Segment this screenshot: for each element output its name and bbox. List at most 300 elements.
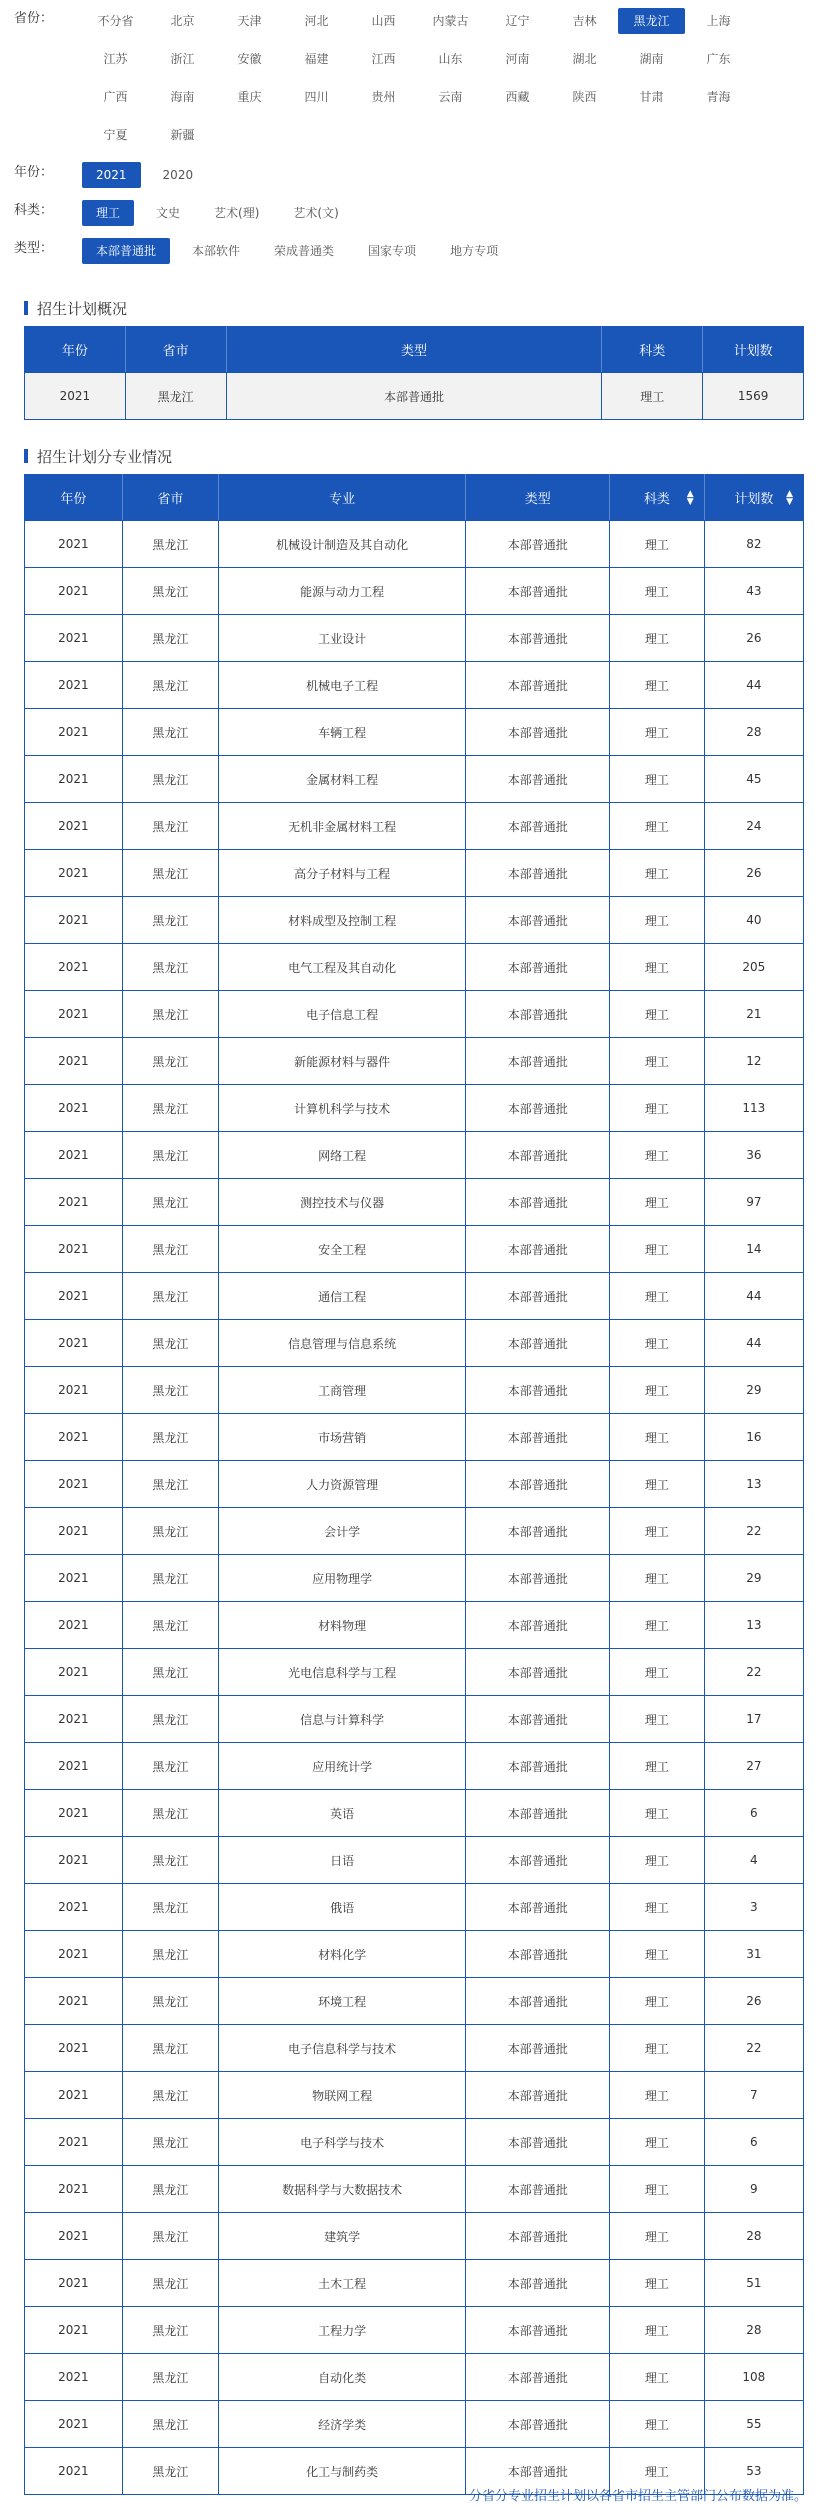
column-header-label: 类型	[524, 492, 551, 507]
overview-body	[25, 373, 804, 420]
type-option[interactable]: 本部普通批	[82, 238, 170, 264]
year-filter-row	[14, 162, 813, 188]
majors-table	[24, 474, 804, 2495]
table-row	[25, 850, 804, 897]
table-cell: 化工与制药类	[218, 2448, 465, 2495]
table-cell: 2021	[25, 1461, 123, 1508]
table-cell: 理工	[609, 1320, 704, 1367]
table-cell: 理工	[609, 897, 704, 944]
table-cell: 计算机科学与技术	[218, 1085, 465, 1132]
table-cell: 土木工程	[218, 2260, 465, 2307]
table-cell: 2021	[25, 2260, 123, 2307]
province-filter-label: 省份：	[14, 11, 54, 26]
table-cell: 黑龙江	[122, 1602, 218, 1649]
table-cell: 黑龙江	[122, 1696, 218, 1743]
province-option[interactable]: 山西	[371, 14, 396, 28]
table-row	[25, 1837, 804, 1884]
table-row	[25, 1273, 804, 1320]
province-option[interactable]: 上海	[706, 14, 731, 28]
table-row	[25, 1179, 804, 1226]
table-cell: 本部普通批	[466, 2354, 610, 2401]
majors-body	[25, 521, 804, 2495]
table-cell: 本部普通批	[466, 2448, 610, 2495]
table-cell: 2021	[25, 1555, 123, 1602]
table-cell: 2021	[25, 1696, 123, 1743]
table-cell: 本部普通批	[466, 709, 610, 756]
table-cell: 测控技术与仪器	[218, 1179, 465, 1226]
type-option[interactable]: 国家专项	[368, 244, 417, 258]
category-option[interactable]: 艺术(理)	[214, 206, 260, 220]
table-cell: 2021	[25, 1226, 123, 1273]
table-cell: 2021	[25, 2213, 123, 2260]
table-cell: 理工	[609, 1038, 704, 1085]
overview-column-header: 年份	[25, 327, 126, 373]
table-row	[25, 1461, 804, 1508]
table-cell: 理工	[609, 2401, 704, 2448]
table-cell: 14	[704, 1226, 803, 1273]
province-option[interactable]: 河北	[304, 14, 329, 28]
province-option[interactable]: 黑龙江	[618, 8, 685, 34]
table-cell: 黑龙江	[122, 756, 218, 803]
province-option[interactable]: 不分省	[97, 14, 134, 28]
table-cell: 通信工程	[218, 1273, 465, 1320]
table-row	[25, 1085, 804, 1132]
province-option[interactable]: 重庆	[237, 90, 262, 104]
table-cell: 理工	[609, 2448, 704, 2495]
sort-icon[interactable]: ▲ ▼	[786, 488, 793, 507]
table-cell: 2021	[25, 803, 123, 850]
table-row	[25, 2260, 804, 2307]
column-header-label: 年份	[60, 492, 87, 507]
table-cell: 电子科学与技术	[218, 2119, 465, 2166]
table-cell: 黑龙江	[122, 2354, 218, 2401]
table-cell: 无机非金属材料工程	[218, 803, 465, 850]
table-cell: 7	[704, 2072, 803, 2119]
table-cell: 会计学	[218, 1508, 465, 1555]
table-cell: 本部普通批	[466, 1179, 610, 1226]
table-cell: 理工	[609, 2213, 704, 2260]
table-cell: 45	[704, 756, 803, 803]
table-row	[25, 2025, 804, 2072]
table-row	[25, 1555, 804, 1602]
table-cell: 黑龙江	[122, 1931, 218, 1978]
table-cell: 2021	[25, 1132, 123, 1179]
table-row	[25, 1743, 804, 1790]
table-cell: 12	[704, 1038, 803, 1085]
table-row	[25, 1884, 804, 1931]
year-option[interactable]: 2020	[162, 168, 194, 182]
table-cell: 2021	[25, 991, 123, 1038]
overview-column-header: 科类	[602, 327, 703, 373]
table-cell: 黑龙江	[122, 1790, 218, 1837]
table-row	[25, 756, 804, 803]
table-cell: 31	[704, 1931, 803, 1978]
table-cell: 理工	[609, 1461, 704, 1508]
table-cell: 黑龙江	[122, 2119, 218, 2166]
province-option[interactable]: 内蒙古	[432, 14, 469, 28]
table-cell: 车辆工程	[218, 709, 465, 756]
table-cell: 黑龙江	[122, 662, 218, 709]
table-cell: 本部普通批	[466, 1602, 610, 1649]
province-option[interactable]: 浙江	[170, 52, 195, 66]
table-cell: 黑龙江	[122, 1132, 218, 1179]
table-cell: 本部普通批	[466, 1038, 610, 1085]
table-cell: 环境工程	[218, 1978, 465, 2025]
table-cell: 黑龙江	[122, 1038, 218, 1085]
year-option[interactable]: 2021	[82, 162, 141, 188]
table-cell: 2021	[25, 1179, 123, 1226]
table-cell: 理工	[609, 2307, 704, 2354]
sortable-column-header[interactable]	[704, 475, 803, 521]
table-row	[25, 2354, 804, 2401]
table-cell: 9	[704, 2166, 803, 2213]
table-cell: 本部普通批	[466, 1085, 610, 1132]
category-option[interactable]: 文史	[156, 206, 181, 220]
table-cell: 本部普通批	[466, 850, 610, 897]
table-row	[25, 991, 804, 1038]
table-row	[25, 1978, 804, 2025]
table-cell: 本部普通批	[466, 2072, 610, 2119]
table-cell: 材料成型及控制工程	[218, 897, 465, 944]
section-marker	[24, 449, 28, 463]
table-cell: 理工	[609, 1696, 704, 1743]
table-cell: 工业设计	[218, 615, 465, 662]
table-cell: 本部普通批	[466, 1320, 610, 1367]
table-cell: 网络工程	[218, 1132, 465, 1179]
table-cell: 黑龙江	[122, 1508, 218, 1555]
table-cell: 28	[704, 2213, 803, 2260]
table-cell: 黑龙江	[122, 897, 218, 944]
table-row	[25, 709, 804, 756]
table-cell: 理工	[609, 1132, 704, 1179]
table-cell: 本部普通批	[466, 756, 610, 803]
table-cell: 2021	[25, 1649, 123, 1696]
province-option[interactable]: 贵州	[371, 90, 396, 104]
table-cell: 4	[704, 1837, 803, 1884]
table-cell: 理工	[609, 1508, 704, 1555]
table-cell: 理工	[609, 1931, 704, 1978]
table-cell: 工商管理	[218, 1367, 465, 1414]
table-cell: 黑龙江	[122, 2072, 218, 2119]
table-cell: 机械设计制造及其自动化	[218, 521, 465, 568]
table-cell: 本部普通批	[466, 1790, 610, 1837]
table-cell: 44	[704, 1273, 803, 1320]
table-cell: 理工	[609, 1884, 704, 1931]
table-cell: 6	[704, 2119, 803, 2166]
table-cell: 2021	[25, 2307, 123, 2354]
table-cell: 黑龙江	[122, 521, 218, 568]
table-row	[25, 1508, 804, 1555]
table-cell: 2021	[25, 1602, 123, 1649]
table-cell: 黑龙江	[122, 1743, 218, 1790]
table-row	[25, 662, 804, 709]
table-row	[25, 615, 804, 662]
table-row	[25, 897, 804, 944]
table-cell: 26	[704, 615, 803, 662]
majors-section-title	[24, 446, 803, 466]
table-cell: 本部普通批	[466, 1884, 610, 1931]
table-cell: 建筑学	[218, 2213, 465, 2260]
table-cell: 2021	[25, 2401, 123, 2448]
overview-row	[25, 373, 804, 420]
table-cell: 应用统计学	[218, 1743, 465, 1790]
table-cell: 28	[704, 709, 803, 756]
table-row	[25, 2401, 804, 2448]
table-cell: 本部普通批	[466, 897, 610, 944]
province-option[interactable]: 海南	[170, 90, 195, 104]
province-option[interactable]: 湖南	[639, 52, 664, 66]
province-option[interactable]: 青海	[706, 90, 731, 104]
table-cell: 黑龙江	[122, 1884, 218, 1931]
overview-cell: 1569	[703, 373, 804, 420]
table-row	[25, 2213, 804, 2260]
table-cell: 理工	[609, 568, 704, 615]
table-row	[25, 1414, 804, 1461]
type-filter-label: 类型：	[14, 241, 54, 256]
province-option[interactable]: 吉林	[572, 14, 597, 28]
province-option[interactable]: 辽宁	[505, 14, 530, 28]
table-cell: 本部普通批	[466, 991, 610, 1038]
table-cell: 工程力学	[218, 2307, 465, 2354]
table-cell: 理工	[609, 2072, 704, 2119]
table-cell: 电子信息工程	[218, 991, 465, 1038]
table-cell: 黑龙江	[122, 944, 218, 991]
table-cell: 44	[704, 662, 803, 709]
table-cell: 28	[704, 2307, 803, 2354]
footer-note: 分省分专业招生计划以各省市招生主管部门公布数据为准。	[468, 2489, 807, 2504]
table-row	[25, 1790, 804, 1837]
column-header-label: 计划数	[734, 492, 774, 507]
overview-cell: 黑龙江	[125, 373, 226, 420]
table-cell: 日语	[218, 1837, 465, 1884]
province-option[interactable]: 山东	[438, 52, 463, 66]
table-cell: 29	[704, 1367, 803, 1414]
province-option[interactable]: 江西	[371, 52, 396, 66]
province-option[interactable]: 安徽	[237, 52, 262, 66]
table-cell: 本部普通批	[466, 1696, 610, 1743]
column-header-label: 科类	[643, 492, 670, 507]
table-cell: 55	[704, 2401, 803, 2448]
table-row	[25, 2119, 804, 2166]
table-row	[25, 1602, 804, 1649]
category-option[interactable]: 艺术(文)	[293, 206, 339, 220]
table-cell: 17	[704, 1696, 803, 1743]
table-cell: 2021	[25, 1931, 123, 1978]
table-cell: 97	[704, 1179, 803, 1226]
table-cell: 理工	[609, 1367, 704, 1414]
table-cell: 黑龙江	[122, 850, 218, 897]
table-cell: 理工	[609, 1602, 704, 1649]
table-cell: 黑龙江	[122, 2166, 218, 2213]
table-cell: 黑龙江	[122, 2307, 218, 2354]
table-cell: 本部普通批	[466, 1414, 610, 1461]
province-option[interactable]: 广东	[706, 52, 731, 66]
table-cell: 2021	[25, 1790, 123, 1837]
province-option[interactable]: 天津	[237, 14, 262, 28]
table-row	[25, 521, 804, 568]
province-option[interactable]: 北京	[170, 14, 195, 28]
table-cell: 电子信息科学与技术	[218, 2025, 465, 2072]
table-cell: 信息管理与信息系统	[218, 1320, 465, 1367]
province-filter-row	[14, 8, 813, 148]
overview-cell: 理工	[602, 373, 703, 420]
table-cell: 理工	[609, 803, 704, 850]
section-marker	[24, 301, 28, 315]
table-cell: 高分子材料与工程	[218, 850, 465, 897]
sortable-column-header[interactable]	[609, 475, 704, 521]
table-cell: 黑龙江	[122, 1320, 218, 1367]
table-cell: 理工	[609, 1978, 704, 2025]
table-row	[25, 1320, 804, 1367]
table-cell: 22	[704, 1649, 803, 1696]
table-cell: 2021	[25, 1414, 123, 1461]
table-cell: 2021	[25, 897, 123, 944]
table-cell: 13	[704, 1461, 803, 1508]
table-cell: 26	[704, 850, 803, 897]
province-option[interactable]: 福建	[304, 52, 329, 66]
table-cell: 黑龙江	[122, 709, 218, 756]
table-cell: 21	[704, 991, 803, 1038]
table-cell: 本部普通批	[466, 521, 610, 568]
table-cell: 2021	[25, 2025, 123, 2072]
table-cell: 2021	[25, 2354, 123, 2401]
table-cell: 理工	[609, 1837, 704, 1884]
majors-title-text: 招生计划分专业情况	[37, 447, 173, 466]
table-row	[25, 2072, 804, 2119]
table-cell: 本部普通批	[466, 662, 610, 709]
type-options	[82, 238, 782, 264]
table-row	[25, 1931, 804, 1978]
table-cell: 理工	[609, 2025, 704, 2072]
table-cell: 2021	[25, 1508, 123, 1555]
table-cell: 本部普通批	[466, 1273, 610, 1320]
table-row	[25, 1696, 804, 1743]
category-options	[82, 200, 782, 226]
table-cell: 本部普通批	[466, 803, 610, 850]
table-cell: 黑龙江	[122, 1367, 218, 1414]
province-option[interactable]: 江苏	[103, 52, 128, 66]
table-cell: 机械电子工程	[218, 662, 465, 709]
table-cell: 2021	[25, 521, 123, 568]
table-cell: 黑龙江	[122, 1649, 218, 1696]
table-cell: 2021	[25, 2166, 123, 2213]
table-cell: 黑龙江	[122, 568, 218, 615]
table-cell: 黑龙江	[122, 1226, 218, 1273]
overview-column-header: 省市	[125, 327, 226, 373]
majors-column-header	[466, 475, 610, 521]
table-cell: 2021	[25, 1884, 123, 1931]
province-option[interactable]: 甘肃	[639, 90, 664, 104]
overview-section-title	[24, 298, 803, 318]
table-row	[25, 1367, 804, 1414]
table-cell: 自动化类	[218, 2354, 465, 2401]
table-cell: 43	[704, 568, 803, 615]
table-cell: 44	[704, 1320, 803, 1367]
table-cell: 2021	[25, 1320, 123, 1367]
province-option[interactable]: 西藏	[505, 90, 530, 104]
category-filter-label: 科类：	[14, 203, 54, 218]
province-option[interactable]: 宁夏	[103, 128, 128, 142]
table-cell: 理工	[609, 1273, 704, 1320]
province-option[interactable]: 河南	[505, 52, 530, 66]
table-cell: 理工	[609, 1085, 704, 1132]
table-cell: 理工	[609, 944, 704, 991]
table-cell: 电气工程及其自动化	[218, 944, 465, 991]
majors-header-row	[25, 475, 804, 521]
table-cell: 理工	[609, 1179, 704, 1226]
table-cell: 26	[704, 1978, 803, 2025]
overview-header-row	[25, 327, 804, 373]
table-cell: 2021	[25, 2072, 123, 2119]
table-cell: 理工	[609, 1555, 704, 1602]
table-cell: 53	[704, 2448, 803, 2495]
table-cell: 黑龙江	[122, 2213, 218, 2260]
column-header-label: 专业	[329, 492, 356, 507]
majors-column-header	[218, 475, 465, 521]
type-option[interactable]: 本部软件	[192, 244, 241, 258]
type-option[interactable]: 地方专项	[450, 244, 499, 258]
province-option[interactable]: 四川	[304, 90, 329, 104]
year-filter-label: 年份：	[14, 165, 54, 180]
table-cell: 黑龙江	[122, 615, 218, 662]
table-cell: 英语	[218, 1790, 465, 1837]
overview-cell: 本部普通批	[226, 373, 602, 420]
table-cell: 2021	[25, 1978, 123, 2025]
province-options	[82, 8, 782, 148]
table-cell: 2021	[25, 1038, 123, 1085]
province-option[interactable]: 新疆	[170, 128, 195, 142]
table-cell: 黑龙江	[122, 1978, 218, 2025]
table-cell: 3	[704, 1884, 803, 1931]
table-cell: 光电信息科学与工程	[218, 1649, 465, 1696]
type-filter-row	[14, 238, 813, 264]
table-cell: 黑龙江	[122, 803, 218, 850]
table-cell: 理工	[609, 1790, 704, 1837]
table-cell: 2021	[25, 2448, 123, 2495]
table-row	[25, 2307, 804, 2354]
overview-table	[24, 326, 804, 420]
province-option[interactable]: 湖北	[572, 52, 597, 66]
table-cell: 数据科学与大数据技术	[218, 2166, 465, 2213]
table-cell: 22	[704, 1508, 803, 1555]
table-cell: 40	[704, 897, 803, 944]
table-cell: 理工	[609, 2166, 704, 2213]
table-cell: 黑龙江	[122, 2260, 218, 2307]
province-option[interactable]: 陕西	[572, 90, 597, 104]
table-cell: 金属材料工程	[218, 756, 465, 803]
table-cell: 材料物理	[218, 1602, 465, 1649]
table-cell: 2021	[25, 1743, 123, 1790]
table-row	[25, 1038, 804, 1085]
table-cell: 理工	[609, 2119, 704, 2166]
overview-cell: 2021	[25, 373, 126, 420]
table-cell: 黑龙江	[122, 1461, 218, 1508]
province-option[interactable]: 广西	[103, 90, 128, 104]
column-header-label: 省市	[157, 492, 184, 507]
table-cell: 黑龙江	[122, 2401, 218, 2448]
type-option[interactable]: 荣成普通类	[274, 244, 335, 258]
table-cell: 市场营销	[218, 1414, 465, 1461]
table-cell: 2021	[25, 850, 123, 897]
table-cell: 2021	[25, 2119, 123, 2166]
year-options	[82, 162, 782, 188]
table-cell: 2021	[25, 615, 123, 662]
table-cell: 理工	[609, 850, 704, 897]
sort-icon[interactable]: ▲ ▼	[686, 488, 694, 507]
category-option[interactable]: 理工	[82, 200, 134, 226]
table-cell: 本部普通批	[466, 1508, 610, 1555]
province-option[interactable]: 云南	[438, 90, 463, 104]
